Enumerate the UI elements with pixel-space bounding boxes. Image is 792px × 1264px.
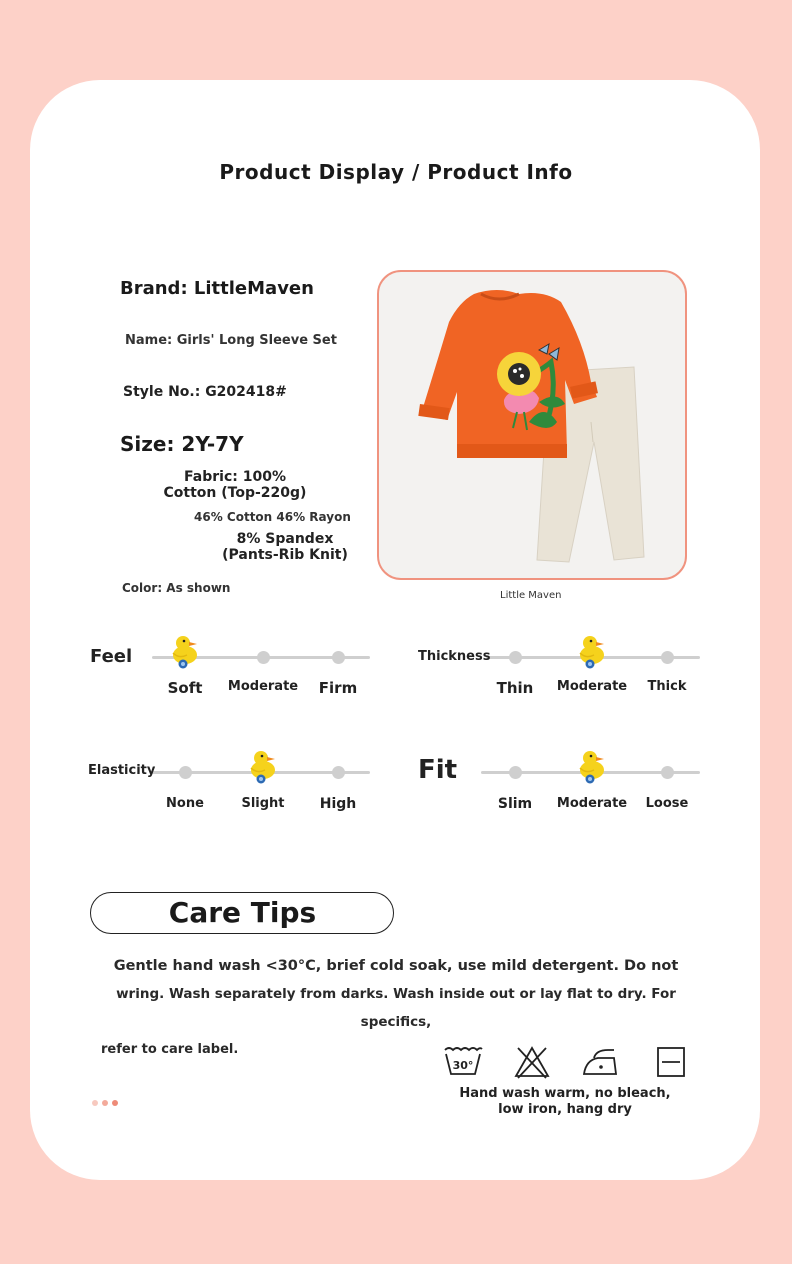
fabric-line-2: Cotton (Top-220g) [163,485,307,501]
care-line-3: refer to care label. [101,1042,239,1057]
photo-caption: Little Maven [500,590,562,601]
care-line-1: Gentle hand wash <30°C, brief cold soak, use mild detergent. Do not [113,958,679,974]
fabric-line-5: (Pants-Rib Knit) [222,547,348,563]
outfit-illustration [379,272,685,578]
thickness-option-label: Thin [496,679,534,697]
fabric-line-1: Fabric: 100% [184,469,286,485]
fabric-pants-text [200,531,370,563]
elasticity-label: Elasticity [88,763,156,778]
care-summary-line-2: low iron, hang dry [498,1102,632,1117]
care-line-2: wring. Wash separately from darks. Wash inside out or lay flat to dry. For specifics, [116,986,676,1030]
care-tips-title: Care Tips [168,896,317,929]
thickness-scale-point[interactable] [509,651,522,664]
no-bleach-icon [512,1044,552,1080]
product-photo [377,270,687,580]
elasticity-option-label: Slight [241,796,285,811]
elasticity-scale-point[interactable] [332,766,345,779]
care-summary [440,1086,690,1118]
fabric-top-text [140,469,330,501]
feel-option-label: Soft [167,679,203,697]
thickness-label: Thickness [418,649,491,664]
feel-label: Feel [90,646,133,667]
low-iron-icon [580,1044,620,1080]
dot-3 [112,1100,118,1106]
fabric-line-4: 8% Spandex [236,531,334,547]
elasticity-option-label: None [166,796,204,811]
decorative-dots [92,1091,122,1110]
page-title: Product Display / Product Info [219,160,573,184]
size-text: Size: 2Y-7Y [120,432,244,456]
hang-dry-icon [650,1044,690,1080]
feel-scale-point[interactable] [257,651,270,664]
brand-text: Brand: LittleMaven [120,278,314,299]
color-text: Color: As shown [122,581,231,595]
fit-option-label: Slim [497,796,533,812]
dot-1 [92,1100,98,1106]
feel-option-label: Moderate [227,679,299,694]
care-summary-line-1: Hand wash warm, no bleach, [459,1086,671,1101]
product-name-text: Name: Girls' Long Sleeve Set [125,333,337,348]
duck-marker-icon [169,633,201,669]
fit-option-label: Moderate [556,796,628,811]
style-number-text: Style No.: G202418# [123,384,287,400]
fit-label: Fit [418,755,458,785]
duck-marker-icon [576,748,608,784]
thickness-scale-point[interactable] [661,651,674,664]
fit-option-label: Loose [645,796,689,811]
thickness-option-label: Thick [647,679,687,694]
feel-scale-point[interactable] [332,651,345,664]
wash-temp-text: 30° [452,1059,474,1072]
elasticity-scale-point[interactable] [179,766,192,779]
duck-marker-icon [576,633,608,669]
elasticity-option-label: High [319,796,357,812]
fit-scale-point[interactable] [661,766,674,779]
hand-wash-30-icon [443,1044,483,1080]
fabric-line-3: 46% Cotton 46% Rayon [194,510,351,524]
feel-option-label: Firm [318,679,358,697]
fit-scale-point[interactable] [509,766,522,779]
duck-marker-icon [247,748,279,784]
thickness-option-label: Moderate [556,679,628,694]
dot-2 [102,1100,108,1106]
